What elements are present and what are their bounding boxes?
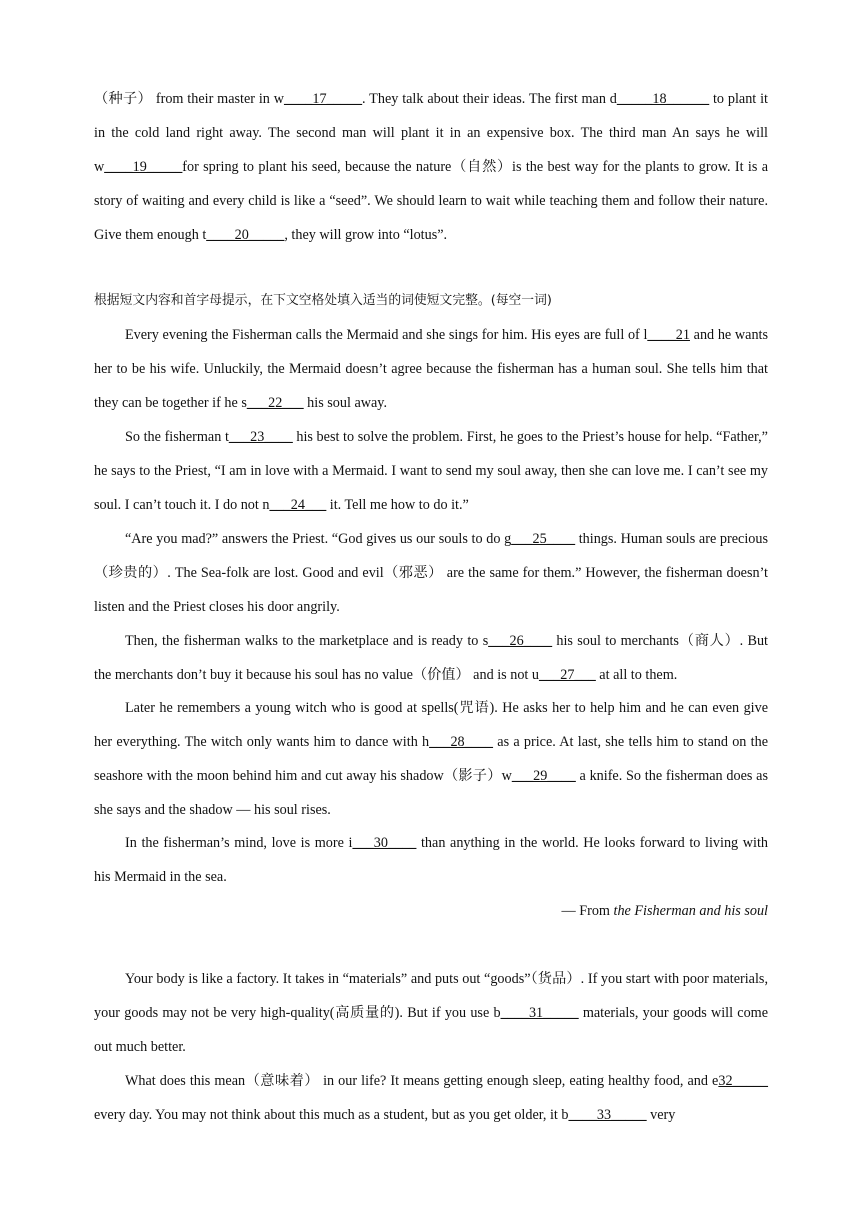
paragraph-fisherman-3: “Are you mad?” answers the Priest. “God gives us our souls to do g___25____ things. Human souls are precious（珍贵的）. The Sea-folk are lost. Good and evil（邪恶） are the same for them.” However, the fisherman doesn’t listen and the Priest closes his door angrily. bbox=[94, 531, 768, 615]
blank-30[interactable]: ___30____ bbox=[352, 835, 417, 851]
blank-26[interactable]: ___26____ bbox=[488, 633, 553, 649]
blank-29[interactable]: ___29____ bbox=[511, 768, 576, 784]
blank-18[interactable]: _____18______ bbox=[616, 91, 710, 107]
blank-20[interactable]: ____20_____ bbox=[206, 227, 285, 243]
blank-17[interactable]: ____17_____ bbox=[284, 91, 363, 107]
blank-19[interactable]: ____19_____ bbox=[104, 159, 183, 175]
story-source: — From the Fisherman and his soul bbox=[561, 903, 768, 919]
blank-32[interactable]: 32_____ bbox=[718, 1073, 768, 1089]
blank-33[interactable]: ____33_____ bbox=[568, 1107, 647, 1123]
blank-31[interactable]: ____31_____ bbox=[500, 1005, 579, 1021]
paragraph-fisherman-1: Every evening the Fisherman calls the Mermaid and she sings for him. His eyes are full of l____21 and he wants her to be his wife. Unluckily, the Mermaid doesn’t agree because the fisherman has a human soul. She tells him that they can be together if he s___22___ his soul away. bbox=[94, 327, 768, 411]
paragraph-body-factory: Your body is like a factory. It takes in “materials” and puts out “goods”（货品）. If you start with poor materials, your goods may not be very high-quality(高质量的). But if you use b____31_____ materials, your goods will come out much better. bbox=[94, 971, 769, 1055]
paragraph-fisherman-6: In the fisherman’s mind, love is more i___30____ than anything in the world. He looks forward to living with his Mermaid in the sea. bbox=[94, 835, 768, 885]
paragraph-fisherman-2: So the fisherman t___23____ his best to solve the problem. First, he goes to the Priest’s house for help. “Father,” he says to the Priest, “I am in love with a Mermaid. I want to send my soul away, then she can love me. I can’t see my soul. I can’t touch it. I do not n___24___ it. Tell me how to do it.” bbox=[94, 429, 768, 513]
blank-24[interactable]: ___24___ bbox=[269, 497, 327, 513]
blank-25[interactable]: ___25____ bbox=[511, 531, 576, 547]
paragraph-fisherman-4: Then, the fisherman walks to the marketplace and is ready to s___26____ his soul to merchants（商人）. But the merchants don’t buy it because his soul has no value（价值） and is not u___27___ at all to them. bbox=[94, 633, 768, 683]
paragraph-seed-story: （种子） from their master in w____17_____. They talk about their ideas. The first man d_____18______ to plant it in the cold land right away. The second man will plant it in an expensive box. The third man An says he will w____19_____for spring to plant his seed, because the nature（自然）is the best way for the plants to grow. It is a story of waiting and every child is like a “seed”. We should learn to wait while teaching them and follow their nature. Give them enough t____20_____, they will grow into “lotus”. bbox=[94, 91, 768, 243]
source-title: the Fisherman and his soul bbox=[613, 903, 768, 919]
blank-21[interactable]: ____21 bbox=[647, 327, 690, 343]
blank-28[interactable]: ___28____ bbox=[429, 734, 493, 750]
paragraph-fisherman-5: Later he remembers a young witch who is good at spells(咒语). He asks her to help him and he can even give her everything. The witch only wants him to dance with h___28____ as a price. At last, she tells him to stand on the seashore with the moon behind him and cut away his shadow（影子）w___29____ a knife. So the fisherman does as she says and the shadow — his soul rises. bbox=[94, 700, 768, 818]
blank-27[interactable]: ___27___ bbox=[539, 667, 596, 683]
section-instruction: 根据短文内容和首字母提示，在下文空格处填入适当的词使短文完整。(每空一词) bbox=[94, 293, 552, 308]
blank-22[interactable]: ___22___ bbox=[246, 395, 304, 411]
blank-23[interactable]: ___23____ bbox=[228, 429, 293, 445]
paragraph-body-meaning: What does this mean（意味着） in our life? It means getting enough sleep, eating healthy food, and e32_____ every day. You may not think about this much as a student, but as you get older, it b____33_____ very bbox=[94, 1073, 768, 1123]
